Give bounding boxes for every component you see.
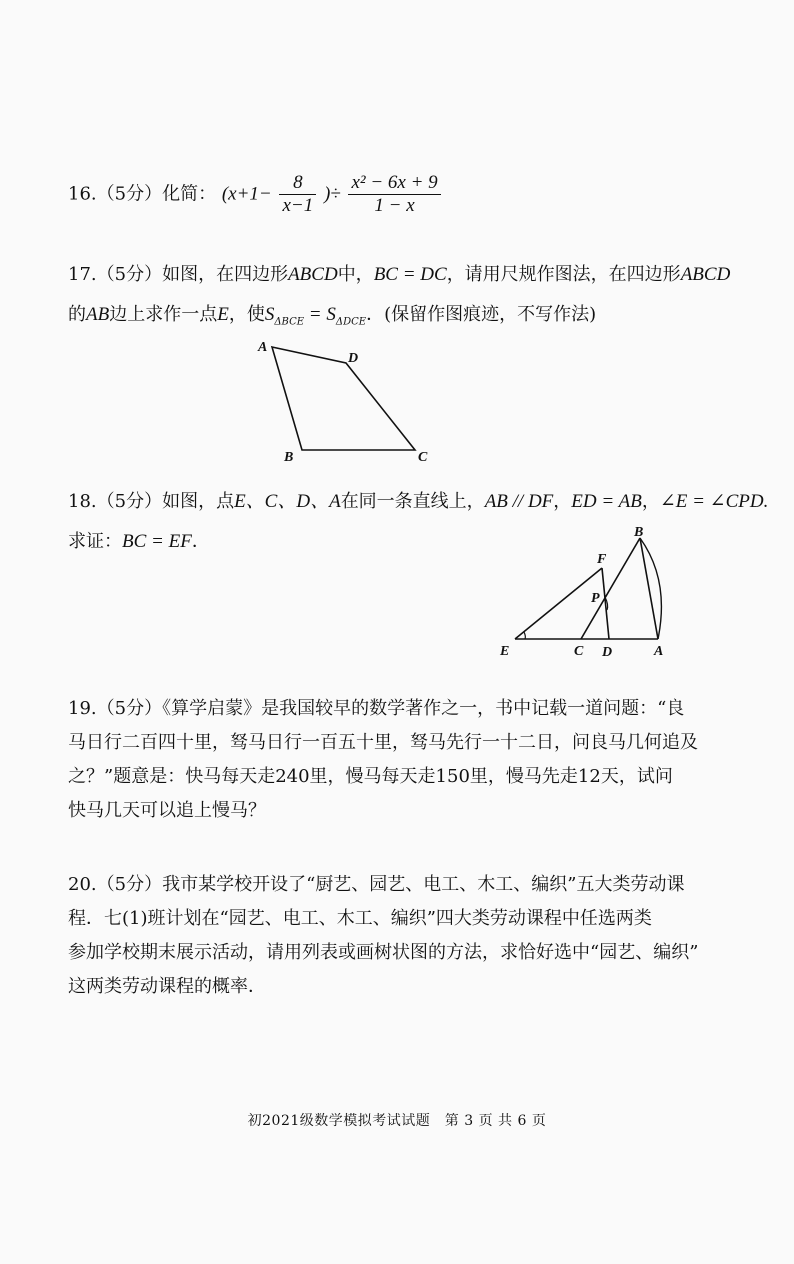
q18-text: 18.（5分）如图，点	[68, 491, 235, 512]
q18-math: E、C、D、A	[234, 491, 341, 512]
q18-text: ，	[641, 491, 660, 512]
q18-text: ，	[553, 491, 572, 512]
q16-fraction-2	[348, 172, 440, 217]
q16-frac2-denominator: 1 − x	[374, 195, 415, 216]
label-f: F	[597, 552, 607, 567]
q18-line-1	[68, 482, 768, 522]
line-ef	[515, 568, 602, 639]
q17-text: 17.（5分）如图，在四边形	[68, 264, 289, 285]
q18-math: AB // DF	[484, 491, 554, 512]
label-b: B	[284, 450, 294, 465]
label-p: P	[591, 591, 600, 606]
label-e: E	[500, 644, 510, 659]
q17-math: = S	[304, 304, 336, 325]
quadrilateral-abcd	[272, 347, 415, 450]
q17-text: 的	[68, 304, 86, 325]
q17-text: ，请用尺规作图法，在四边形	[446, 264, 681, 285]
q17-text: ．(保留作图痕迹，不写作法)	[366, 304, 597, 325]
q17-math: AB	[86, 304, 110, 325]
q20-line-1: 20.（5分）我市某学校开设了“厨艺、园艺、电工、木工、编织”五大类劳动课	[68, 874, 685, 895]
q17-quadrilateral-figure	[250, 335, 440, 465]
q18-text: 在同一条直线上，	[340, 491, 485, 512]
q16-fraction-1	[279, 172, 316, 217]
page-footer: 初2021级数学模拟考试试题 第 3 页 共 6 页	[247, 1113, 547, 1129]
q19-line-4: 快马几天可以追上慢马？	[68, 800, 266, 821]
q17-subscript: ΔBCE	[274, 316, 305, 328]
line-bc	[581, 538, 640, 639]
angle-mark-e	[524, 632, 525, 639]
label-a: A	[654, 644, 664, 659]
q17-math: ABCD	[680, 264, 731, 285]
label-b: B	[634, 525, 644, 540]
q18-math: ∠E = ∠CPD.	[659, 491, 769, 512]
q17-line-1	[68, 255, 730, 295]
q17-math: E	[217, 304, 229, 325]
q17-text: 边上求作一点	[109, 304, 218, 325]
q16-frac1-denominator: x−1	[282, 195, 314, 216]
label-c: C	[418, 450, 428, 465]
q18-math: ED = AB	[571, 491, 642, 512]
q20-line-3: 参加学校期末展示活动，请用列表或画树状图的方法，求恰好选中“园艺、编织”	[68, 942, 699, 963]
q19-line-3: 之？”题意是：快马每天走240里，慢马每天走150里，慢马先走12天，试问	[68, 766, 673, 787]
label-d: D	[348, 351, 359, 366]
question-19	[68, 692, 698, 828]
q20-line-2: 程．七(1)班计划在“园艺、电工、木工、编织”四大类劳动课程中任选两类	[68, 908, 652, 929]
q20-line-4: 这两类劳动课程的概率．	[68, 976, 266, 997]
q16-open: (x+1−	[221, 183, 272, 205]
q17-math: S	[264, 304, 275, 325]
q16-frac1-numerator: 8	[279, 172, 316, 195]
q17-math: BC = DC	[373, 264, 447, 285]
question-17	[68, 255, 730, 343]
q19-line-2: 马日行二百四十里，驽马日行一百五十里，驽马先行一十二日，问良马几何追及	[68, 732, 698, 753]
q18-text: ．	[191, 531, 210, 552]
q18-geometry-figure	[495, 525, 680, 663]
q19-line-1: 19.（5分）《算学启蒙》是我国较早的数学著作之一，书中记载一道问题：“良	[68, 698, 685, 719]
label-a: A	[258, 340, 268, 355]
q18-math: BC = EF	[122, 531, 192, 552]
q16-frac2-numerator: x² − 6x + 9	[348, 172, 440, 195]
label-c: C	[574, 644, 584, 659]
q16-prefix: 16.（5分）化简：	[68, 183, 217, 205]
q17-subscript: ΔDCE	[335, 316, 367, 328]
q17-text: ，使	[228, 304, 265, 325]
question-20	[68, 868, 698, 1004]
q17-text: 中，	[337, 264, 374, 285]
q16-close-divide: )÷	[323, 183, 341, 205]
label-d: D	[602, 645, 613, 660]
q17-math: ABCD	[288, 264, 338, 285]
question-16	[68, 172, 443, 217]
q18-text: 求证：	[68, 531, 122, 552]
